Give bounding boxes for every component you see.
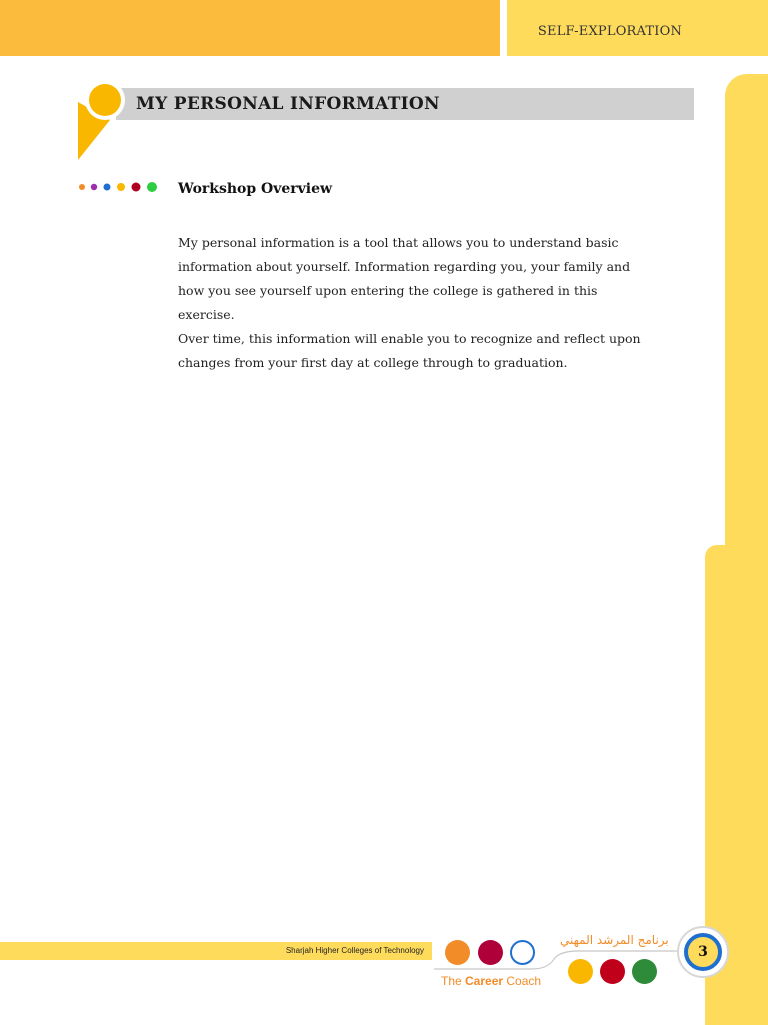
teacher-icon <box>568 959 593 984</box>
engineer-icon <box>632 959 657 984</box>
page-title: MY PERSONAL INFORMATION <box>136 94 440 114</box>
map-pin-icon <box>74 80 136 162</box>
header-band-orange <box>0 0 500 56</box>
overview-line: information about yourself. Information regarding you, your family and <box>178 259 631 274</box>
page-number-badge <box>677 926 729 978</box>
section-subtitle: Workshop Overview <box>178 181 333 197</box>
dot-yellow <box>117 183 125 191</box>
colored-dots-icon <box>78 180 160 194</box>
brand-strong: Career <box>465 974 504 988</box>
arabic-brand: برنامج المرشد المهني <box>560 933 669 947</box>
brand-suffix: Coach <box>503 974 542 988</box>
institution-name: Sharjah Higher Colleges of Technology <box>285 946 424 955</box>
career-coach-logo <box>441 974 541 988</box>
brand-prefix: The <box>441 974 466 988</box>
overview-line: Over time, this information will enable you to recognize and reflect upon <box>178 331 641 346</box>
overview-text <box>178 231 648 375</box>
dot-red <box>132 183 141 192</box>
overview-line: changes from your first day at college through to graduation. <box>178 355 568 370</box>
worker-icon <box>445 940 470 965</box>
side-panel-top <box>725 74 768 554</box>
overview-line: My personal information is a tool that allows you to understand basic <box>178 235 619 250</box>
dot-purple <box>91 184 97 190</box>
footer-bar <box>0 942 432 960</box>
section-label: SELF-EXPLORATION <box>537 24 683 39</box>
page-number: 3 <box>684 933 722 971</box>
overview-line: how you see yourself upon entering the college is gathered in this exercise. <box>178 283 598 322</box>
dot-green <box>147 182 157 192</box>
firefighter-icon <box>600 959 625 984</box>
doctor-icon <box>510 940 535 965</box>
chef-icon <box>478 940 503 965</box>
dot-blue <box>104 184 111 191</box>
dot-orange <box>79 184 85 190</box>
